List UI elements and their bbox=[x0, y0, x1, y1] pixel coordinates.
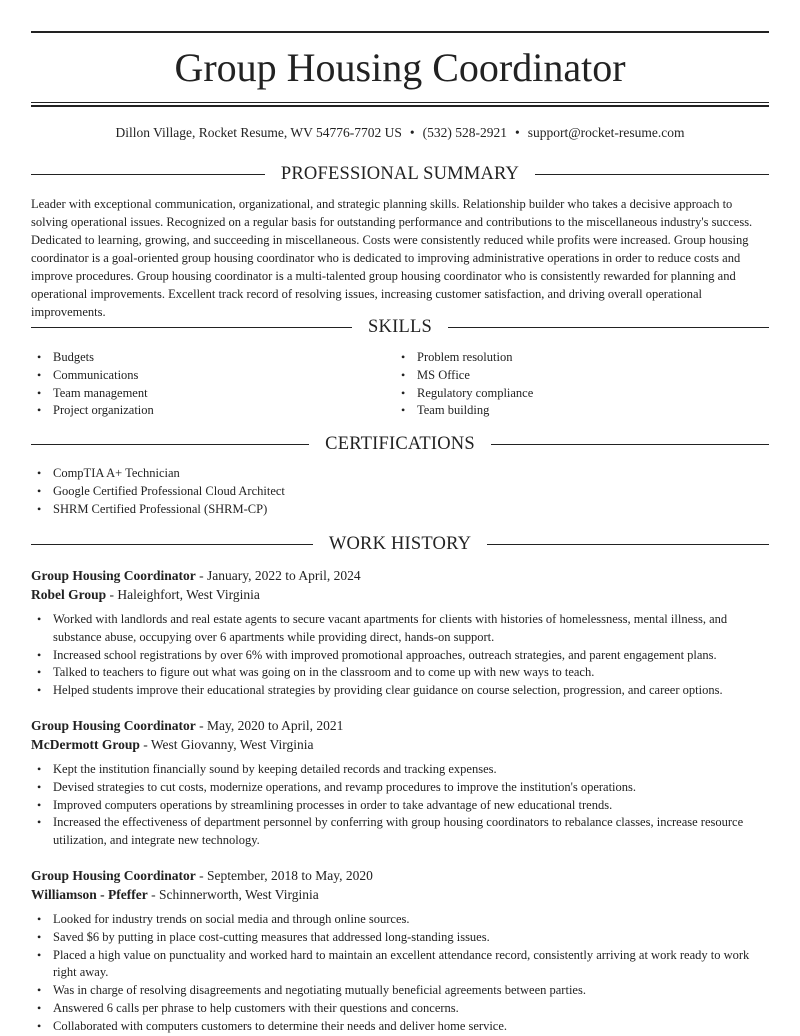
header-rule-thick bbox=[31, 105, 769, 107]
job-bullet: • Saved $6 by putting in place cost-cutting measures that addressed long-standing issues. bbox=[31, 929, 769, 947]
skill-item: • Budgets bbox=[31, 349, 391, 367]
certifications-title: CERTIFICATIONS bbox=[325, 434, 475, 454]
contact-email: support@rocket-resume.com bbox=[527, 125, 685, 140]
job-bullet: • Helped students improve their educational strategies by providing clear guidance on course selection, progression, and career options. bbox=[31, 682, 769, 700]
job-bullet: • Placed a high value on punctuality and worked hard to maintain an excellent attendance record, consistently arriving at work ready to work right away. bbox=[31, 947, 769, 983]
job-title: Group Housing Coordinator bbox=[31, 718, 196, 733]
skill-item: • Regulatory compliance bbox=[395, 385, 769, 403]
work-history-title: WORK HISTORY bbox=[328, 534, 472, 554]
job-location: - West Giovanny, West Virginia bbox=[139, 737, 314, 752]
skills-list-right bbox=[395, 349, 769, 420]
job-dates: - May, 2020 to April, 2021 bbox=[195, 718, 344, 733]
job-bullet: • Increased school registrations by over 6% with improved promotional approaches, outreach strategies, and parent engagement plans. bbox=[31, 647, 769, 665]
job-location: - Schinnerworth, West Virginia bbox=[147, 887, 319, 902]
heading-rule bbox=[31, 174, 265, 175]
job-dates: - September, 2018 to May, 2020 bbox=[195, 868, 373, 883]
certifications-list bbox=[31, 465, 769, 518]
certifications-heading bbox=[31, 433, 769, 455]
heading-rule bbox=[31, 444, 309, 445]
top-rule bbox=[31, 31, 769, 33]
work-history-heading bbox=[31, 533, 769, 555]
job-title-line bbox=[31, 716, 769, 735]
skill-item: • Problem resolution bbox=[395, 349, 769, 367]
summary-title: PROFESSIONAL SUMMARY bbox=[280, 164, 520, 184]
heading-rule bbox=[448, 327, 769, 328]
heading-rule bbox=[31, 327, 352, 328]
skills-title: SKILLS bbox=[368, 317, 432, 337]
contact-address: Dillon Village, Rocket Resume, WV 54776-7702 US bbox=[115, 125, 402, 140]
job-title: Group Housing Coordinator bbox=[31, 868, 196, 883]
job-company: McDermott Group bbox=[31, 737, 140, 752]
contact-phone: (532) 528-2921 bbox=[422, 125, 508, 140]
heading-rule bbox=[31, 544, 313, 545]
header-rule-thin bbox=[31, 102, 769, 103]
resume-name: Group Housing Coordinator bbox=[174, 45, 626, 90]
job-bullets bbox=[31, 911, 769, 1036]
job-bullets bbox=[31, 761, 769, 850]
job-bullets bbox=[31, 611, 769, 700]
certification-item: • CompTIA A+ Technician bbox=[31, 465, 769, 483]
skill-item: • Team management bbox=[31, 385, 391, 403]
job-title: Group Housing Coordinator bbox=[31, 568, 196, 583]
job-company: Williamson - Pfeffer bbox=[31, 887, 148, 902]
job-company-line bbox=[31, 885, 769, 904]
job-bullet: • Looked for industry trends on social media and through online sources. bbox=[31, 911, 769, 929]
job-dates: - January, 2022 to April, 2024 bbox=[195, 568, 361, 583]
job-company: Robel Group bbox=[31, 587, 107, 602]
contact-separator: • bbox=[409, 125, 415, 140]
skill-item: • Communications bbox=[31, 367, 391, 385]
skills-list-left bbox=[31, 349, 391, 420]
contact-separator: • bbox=[515, 125, 520, 140]
job-bullet: • Devised strategies to cut costs, modernize operations, and revamp procedures to improve the institution's operations. bbox=[31, 779, 769, 797]
heading-rule bbox=[487, 544, 769, 545]
job-title-line bbox=[31, 566, 769, 585]
skill-item: • MS Office bbox=[395, 367, 769, 385]
skills-heading bbox=[31, 316, 769, 338]
job-bullet: • Increased the effectiveness of department personnel by conferring with group housing coordinators to rebalance classes, increase resource utilization, and integrate new technology. bbox=[31, 814, 769, 850]
job-bullet: • Worked with landlords and real estate agents to secure vacant apartments for clients with histories of homelessness, mental illness, and substance abuse, occupying over 6 apartments while providing direct, hands-on support. bbox=[31, 611, 769, 647]
certification-item: • Google Certified Professional Cloud Architect bbox=[31, 483, 769, 501]
job-bullet: • Improved computers operations by streamlining processes in order to take advantage of new educational trends. bbox=[31, 797, 769, 815]
contact-line bbox=[31, 124, 769, 142]
summary-heading bbox=[31, 163, 769, 185]
job-bullet: • Answered 6 calls per phrase to help customers with their questions and concerns. bbox=[31, 1000, 769, 1018]
job-bullet: • Talked to teachers to figure out what was going on in the classroom and to come up with new ways to teach. bbox=[31, 664, 769, 682]
job-bullet: • Collaborated with computers customers to determine their needs and deliver home service. bbox=[31, 1018, 769, 1036]
job-title-line bbox=[31, 866, 769, 885]
job-entry bbox=[31, 716, 769, 850]
summary-text: Leader with exceptional communication, organizational, and strategic planning skills. Relationship builder who takes a decisive approach to solving operational issues. Recognized on a regular basis for outstanding performance and contributions to the miscellaneous industry's success. Dedicated to learning, growing, and succeeding in miscellaneous. Costs were consistently reduced while profits were increased. Group housing coordinator is a goal-oriented group housing coordinator who is dedicated to improving administrative operations in order to reduce costs and improve procedures. Group housing coordinator is a multi-talented group housing coordinator who is consistently rewarded for planning and operational improvements. Excellent track record of resolving issues, increasing customer satisfaction, and driving overall operational improvements. bbox=[31, 197, 753, 319]
job-entry bbox=[31, 866, 769, 1036]
job-bullet: • Was in charge of resolving disagreements and negotiating mutually beneficial agreements between parties. bbox=[31, 982, 769, 1000]
heading-rule bbox=[491, 444, 769, 445]
job-entry bbox=[31, 566, 769, 700]
job-company-line bbox=[31, 735, 769, 754]
heading-rule bbox=[535, 174, 769, 175]
skill-item: • Project organization bbox=[31, 402, 391, 420]
job-bullet: • Kept the institution financially sound by keeping detailed records and tracking expenses. bbox=[31, 761, 769, 779]
job-company-line bbox=[31, 585, 769, 604]
skill-item: • Team building bbox=[395, 402, 769, 420]
certification-item: • SHRM Certified Professional (SHRM-CP) bbox=[31, 501, 769, 519]
job-location: - Haleighfort, West Virginia bbox=[106, 587, 260, 602]
